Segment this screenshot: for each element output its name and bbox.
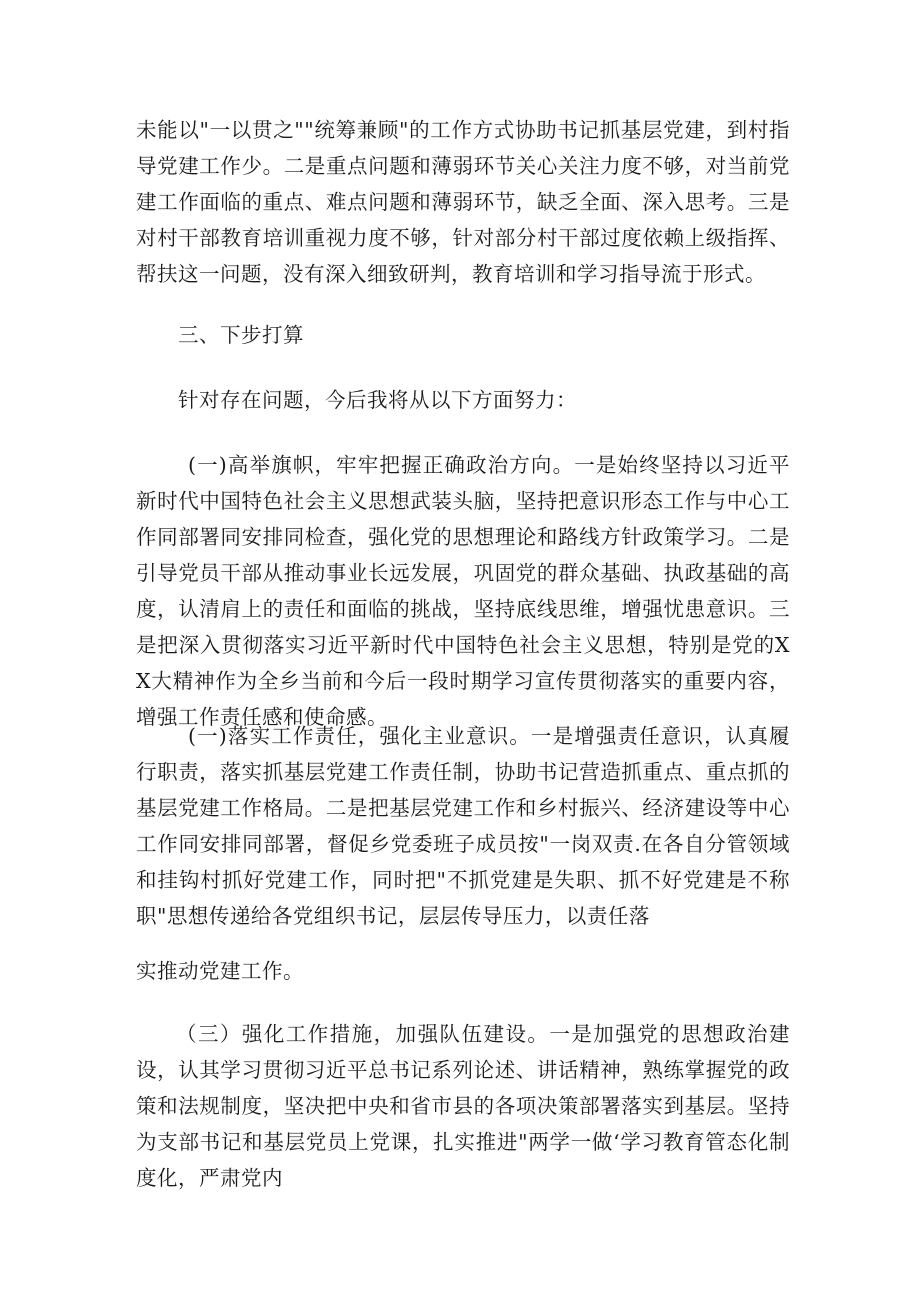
paragraph-item-3-work-measures: （三）强化工作措施，加强队伍建设。一是加强党的思想政治建设，认其学习贯彻习近平总书记系列论述、讲话精神，熟练掌握党的政策和法规制度，坚决把中央和省市县的各项决策部署落实到基层。坚持为支部书记和基层党员上党课，扎实推进"两学一做‘学习教育管态化制度化，严肃党内 [136,1022,790,1190]
paragraph-item-2-continued: 实推动党建工作。 [136,959,304,983]
paragraph-problems-continued: 未能以"一以贯之""统筹兼顾"的工作方式协助书记抓基层党建，到村指导党建工作少。二是重点问题和薄弱环节关心关注力度不够，对当前党建工作面临的重点、难点问题和薄弱环节，缺乏全面、深入思考。三是对村干部教育培训重视力度不够，针对部分村干部过度依赖上级指挥、帮扶这一问题，没有深入细致研判，教育培训和学习指导流于形式。 [136,118,790,286]
paragraph-intro-efforts: 针对存在问题，今后我将从以下方面努力： [178,388,577,412]
paragraph-item-2-work-responsibility: (一)落实工作责任，强化主业意识。一是增强责任意识，认真履行职责，落实抓基层党建工作责任制，协助书记营造抓重点、重点抓的基层党建工作格局。二是把基层党建工作和乡村振兴、经济建设等中心工作同安排同部署，督促乡党委班子成员按"一岗双责.在各自分管领域和挂钩村抓好党建工作，同时把"不抓党建是失职、抓不好党建是不称职"思想传递给各党组织书记，层层传导压力，以责任落 [136,724,790,928]
paragraph-item-1-political-direction: (一)高举旗帜，牢牢把握正确政治方向。一是始终坚持以习近平新时代中国特色社会主义思想武装头脑，坚持把意识形态工作与中心工作同部署同安排同检查，强化党的思想理论和路线方针政策学习。二是引导党员干部从推动事业长远发展，巩固党的群众基础、执政基础的高度，认清肩上的责任和面临的挑战，坚持底线思维，增强忧患意识。三是把深入贯彻落实习近平新时代中国特色社会主义思想，特别是党的XX大精神作为全乡当前和今后一段时期学习宣传贯彻落实的重要内容，增强工作责任感和使命感。 [136,453,790,729]
section-heading-next-steps: 三、下步打算 [178,323,304,347]
